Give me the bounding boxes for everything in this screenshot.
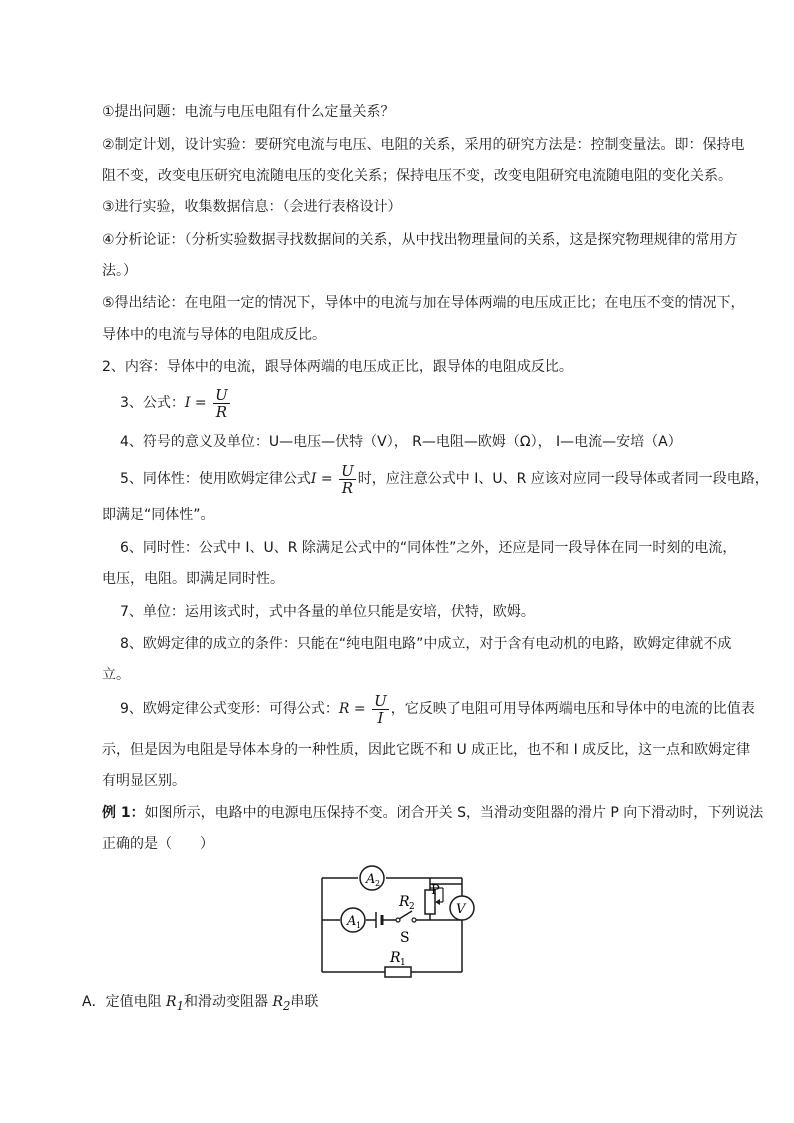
units-item: 7、单位：运用该式时，式中各量的单位只能是安培，伏特，欧姆。 [120,604,535,620]
label-p: P [431,883,440,898]
label-r1-letter: R [390,950,401,966]
simultaneity-line-2: 电压，电阻。即满足同时性。 [102,571,284,587]
option-a-r2: R [272,994,283,1010]
formula-equals: = [190,395,212,411]
label-r2-letter: R [399,894,410,910]
transform-denominator: I [377,708,384,727]
transform-numerator: U [374,691,387,710]
identity-numerator: U [341,461,354,480]
formula-item [120,386,232,420]
ammeter-a2-letter: A [366,872,376,887]
step-4-line-1: ④分析论证：（分析实验数据寻找数据间的关系，从中找出物理量间的关系，这是探究物理规律的常用方 [102,232,738,248]
transform-equals: = [349,701,371,717]
content-item: 2、内容：导体中的电流，跟导体两端的电压成正比，跟导体的电阻成反比。 [102,359,573,375]
switch-contact-right [412,918,416,922]
identity-suffix: 时，应注意公式中 I、U、R 应该对应同一段导体或者同一段电路， [357,471,769,487]
example-line-1 [102,803,763,823]
formula-numerator: U [215,385,228,404]
step-2-line-2: 阻不变，改变电压研究电流随电压的变化关系；保持电压不变，改变电阻研究电流随电阻的变化关系。 [102,168,732,184]
transform-lhs: R [338,701,350,717]
simultaneity-line-1: 6、同时性：公式中 I、U、R 除满足公式中的“同体性”之外，还应是同一段导体在同一时刻的电流， [120,540,737,556]
switch-blade [399,911,412,919]
ammeter-a1-letter: A [347,914,357,929]
symbols-item: 4、符号的意义及单位：U—电压—伏特（V）， R—电阻—欧姆（Ω）， I—电流—安培（A） [120,434,682,450]
option-a-prefix: A．定值电阻 [82,994,167,1010]
transform-line-2: 示，但是因为电阻是导体本身的一种性质，因此它既不和 U 成正比，也不和 I 成反比，这一点和欧姆定律 [102,742,751,758]
step-4-line-2: 法。） [102,263,137,279]
identity-lhs: I [310,471,317,487]
identity-denominator: R [341,478,354,497]
step-5-line-1: ⑤得出结论：在电阻一定的情况下，导体中的电流与加在导体两端的电压成正比；在电压不变的情况下， [102,295,745,311]
identity-prefix: 5、同体性：使用欧姆定律公式 [120,471,311,487]
voltmeter-letter: V [456,902,466,917]
identity-item [120,462,769,496]
step-2-line-1: ②制定计划，设计实验：要研究电流与电压、电阻的关系，采用的研究方法是：控制变量法。即：保持电 [102,137,745,153]
transform-suffix: ，它反映了电阻可用导体两端电压和导体中的电流的比值表 [390,701,755,717]
option-a [82,992,318,1016]
option-a-r2-sub: 2 [283,998,291,1013]
formula-fraction [213,387,230,420]
ammeter-a1-subscript: 1 [356,921,362,930]
resistor-r1 [385,967,411,977]
transform-prefix: 9、欧姆定律公式变形：可得公式： [120,701,339,717]
option-a-middle: 和滑动变阻器 [184,994,273,1010]
label-r1-subscript: 1 [400,958,406,968]
identity-fraction [339,463,356,496]
step-5-line-2: 导体中的电流与导体的电阻成反比。 [102,327,326,343]
formula-denominator: R [215,402,228,421]
transform-item [120,692,755,726]
condition-line-2: 立。 [102,667,130,683]
transform-line-3: 有明显区别。 [102,773,186,789]
example-line-2: 正确的是（ ） [102,836,214,852]
formula-label: 3、公式： [120,395,185,411]
step-1: ①提出问题：电流与电压电阻有什么定量关系？ [102,104,395,120]
condition-line-1: 8、欧姆定律的成立的条件：只能在“纯电阻电路”中成立，对于含有电动机的电路，欧姆定律就不成 [120,636,732,652]
option-a-suffix: 串联 [290,994,319,1010]
identity-equals: = [316,471,338,487]
transform-fraction [372,693,389,726]
option-a-r1: R [166,994,177,1010]
example-label: 例 1： [102,805,145,821]
label-r2-subscript: 2 [409,902,415,912]
label-s: S [400,930,410,946]
formula-lhs: I [184,395,191,411]
option-a-r1-sub: 1 [176,998,184,1013]
step-3: ③进行实验，收集数据信息：（会进行表格设计） [102,199,402,215]
identity-line-2: 即满足“同体性”。 [102,507,215,523]
example-text: 如图所示，电路中的电源电压保持不变。闭合开关 S，当滑动变阻器的滑片 P 向下滑动时，下列说法 [144,805,764,821]
circuit-diagram [310,860,480,980]
ammeter-a2-subscript: 2 [375,879,381,888]
